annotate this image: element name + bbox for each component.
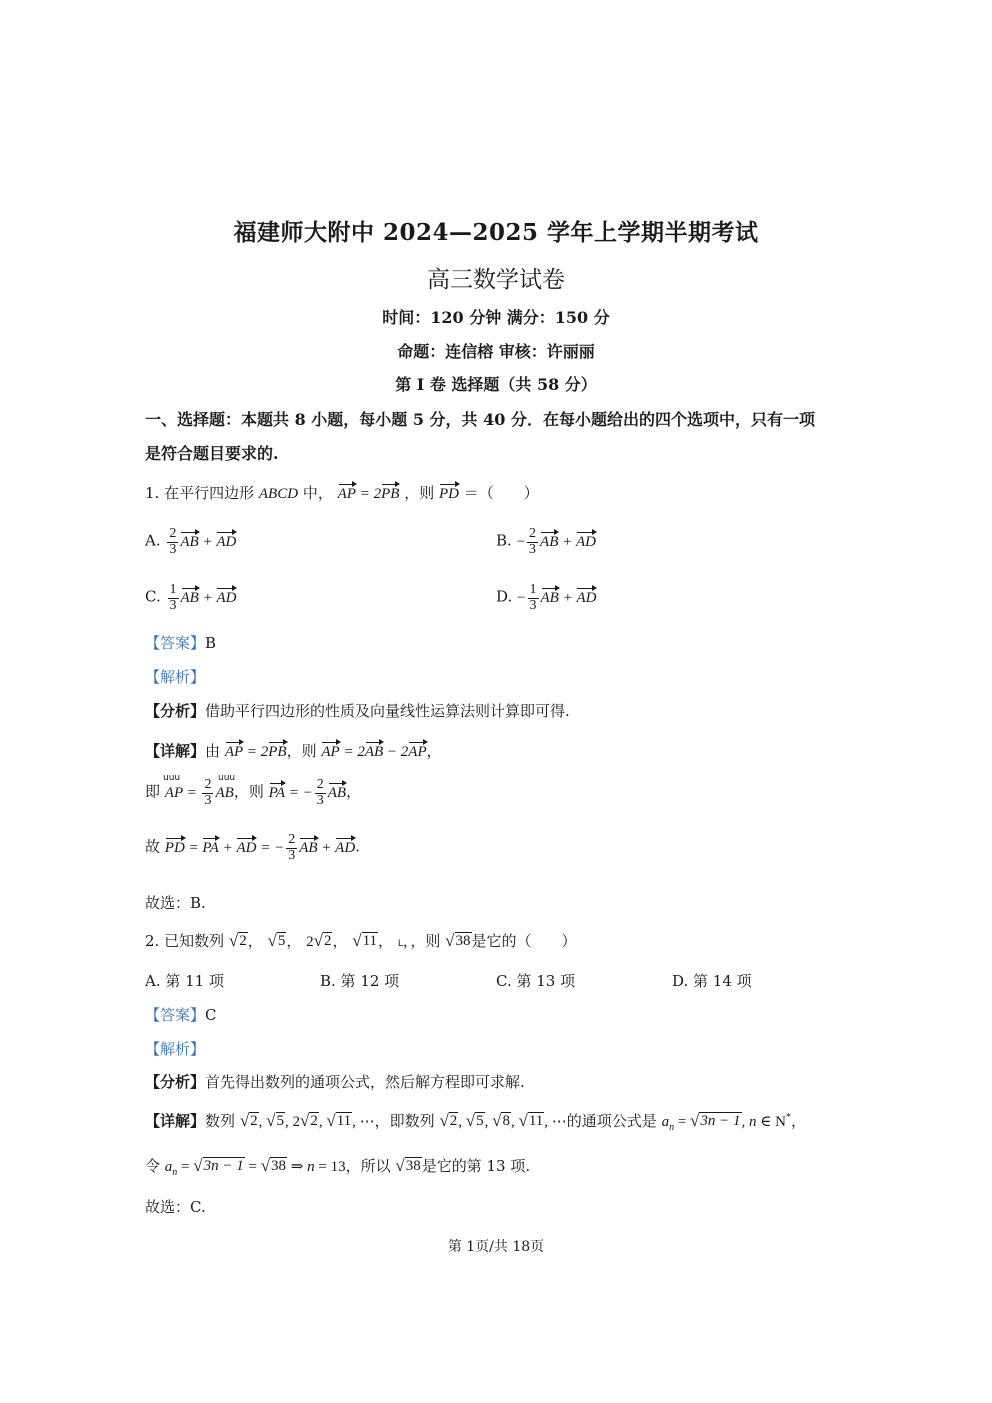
exam-authors: 命题：连信榕 审核：许丽丽 [397, 342, 595, 361]
answer-value: B [205, 634, 217, 652]
q2-jiexi-tag: 【解析】 [145, 1040, 206, 1058]
q1-render-artifact: uuu [163, 773, 181, 783]
option-label: C. [145, 587, 161, 606]
text: 是它的第 13 项. [421, 1157, 531, 1175]
text: 的通项公式是 [566, 1112, 657, 1130]
xiangjie-tag: 【详解】 [145, 742, 206, 760]
fenxi-tag: 【分析】 [145, 1073, 206, 1091]
q1-detail-line2: 即 AP = $\frac{2}{3}$ AB，则 PA = − $\frac{2}{3}$ AB， [145, 777, 362, 808]
question-2-stem: 2. 已知数列 √ 2 ， √ 5 ， 2 √ 2 ， √ 11 ， L，，则 √ 38 是它的（ ） [145, 931, 577, 950]
exam-subtitle: 高三数学试卷 [427, 267, 565, 293]
exam-title: 福建师大附中 2024—2025 学年上学期半期考试 [233, 219, 759, 246]
q2-option-b: B. 第 12 项 [320, 972, 400, 990]
q1-abcd: ABCD [258, 486, 299, 502]
section-instructions-line2: 是符合题目要求的. [145, 444, 279, 463]
text: ，则 [410, 932, 441, 950]
option-label: D. [496, 587, 513, 606]
q1-detail-line3: 故 PD = PA + AD = − $\frac{2}{3}$ AB + AD. [145, 832, 360, 863]
option-label: A. [145, 531, 161, 550]
text: ，则 [233, 782, 264, 801]
q1-option-a: A. $\frac{2}{3}$ AB + AD [145, 526, 237, 557]
text: 故 [145, 837, 161, 856]
q2-answer [145, 1004, 217, 1025]
text: ，即数列 [374, 1112, 435, 1130]
q1-option-c: C. $\frac{1}{3}$ AB + AD [145, 582, 237, 613]
xiangjie-tag: 【详解】 [145, 1112, 206, 1130]
q2-conclusion: 故选：C. [145, 1198, 206, 1216]
q1-mid: 中， [302, 484, 333, 502]
q2-option-c: C. 第 13 项 [496, 972, 576, 990]
q1-option-b: B. − $\frac{2}{3}$ AB + AD [496, 526, 596, 557]
fenxi-text: 首先得出数列的通项公式，然后解方程即可求解. [205, 1073, 525, 1091]
q1-detail-line1: 【详解】由 AP = 2PB，则 AP = 2AB − 2AP， [145, 742, 442, 760]
q1-option-d: D. − $\frac{1}{3}$ AB + AD [496, 582, 597, 613]
answer-value: C [205, 1006, 217, 1024]
answer-tag: 【答案】 [145, 1006, 206, 1024]
text: ，则 [286, 742, 317, 760]
text: 由 [205, 742, 221, 760]
q2-option-a: A. 第 11 项 [145, 972, 224, 990]
q1-target: PD [438, 486, 459, 502]
text: 数列 [205, 1112, 236, 1130]
text: 是它的（ ） [471, 932, 577, 950]
text: 2. 已知数列 [145, 932, 225, 950]
q1-analysis [145, 700, 570, 721]
q2-detail-line2: 令 $a_n$ = √ 3n − 1 = √ 38 ⇒ n = 13，所以 √ 38 是它的第 13 项. [145, 1156, 531, 1178]
answer-tag: 【答案】 [145, 634, 206, 652]
option-label: B. [496, 531, 512, 550]
q1-jiexi-tag: 【解析】 [145, 668, 206, 686]
question-1-stem [145, 482, 539, 503]
part-heading: 第 I 卷 选择题（共 58 分） [395, 375, 597, 394]
section-instructions-line1: 一、选择题：本题共 8 小题，每小题 5 分，共 40 分．在每小题给出的四个选项中，只有一项 [145, 410, 815, 429]
q1-then: ，则 [404, 484, 435, 502]
q1-paren: ＝（ ） [463, 484, 539, 502]
text: 即 [145, 782, 161, 801]
page-number: 第 1页/共 18页 [447, 1239, 545, 1255]
q2-analysis [145, 1071, 525, 1092]
exam-time-info: 时间：120 分钟 满分：150 分 [382, 308, 610, 327]
fenxi-text: 借助平行四边形的性质及向量线性运算法则计算即可得. [205, 702, 570, 720]
ellipsis-glyph: L [397, 939, 403, 949]
text: 令 [145, 1157, 161, 1175]
fenxi-tag: 【分析】 [145, 702, 206, 720]
text: ，所以 [345, 1157, 391, 1175]
q1-given-equation: AP = 2PB [337, 486, 400, 502]
q2-detail-line1: 【详解】数列 √ 2 , √ 5 , 2 √ 2 , √ 11 , ⋯，即数列 √ 2 , √ 5 , √ 8 , √ 11 , ⋯的通项公式是 $a_n$ = √ 3n − 1 , n ∈ N*， [145, 1111, 806, 1133]
q1-render-artifact-2: uuu [218, 773, 236, 783]
q1-prefix: 1. 在平行四边形 [145, 484, 255, 502]
q1-answer [145, 632, 216, 653]
q1-conclusion: 故选：B. [145, 894, 206, 912]
q2-option-d: D. 第 14 项 [672, 972, 752, 990]
